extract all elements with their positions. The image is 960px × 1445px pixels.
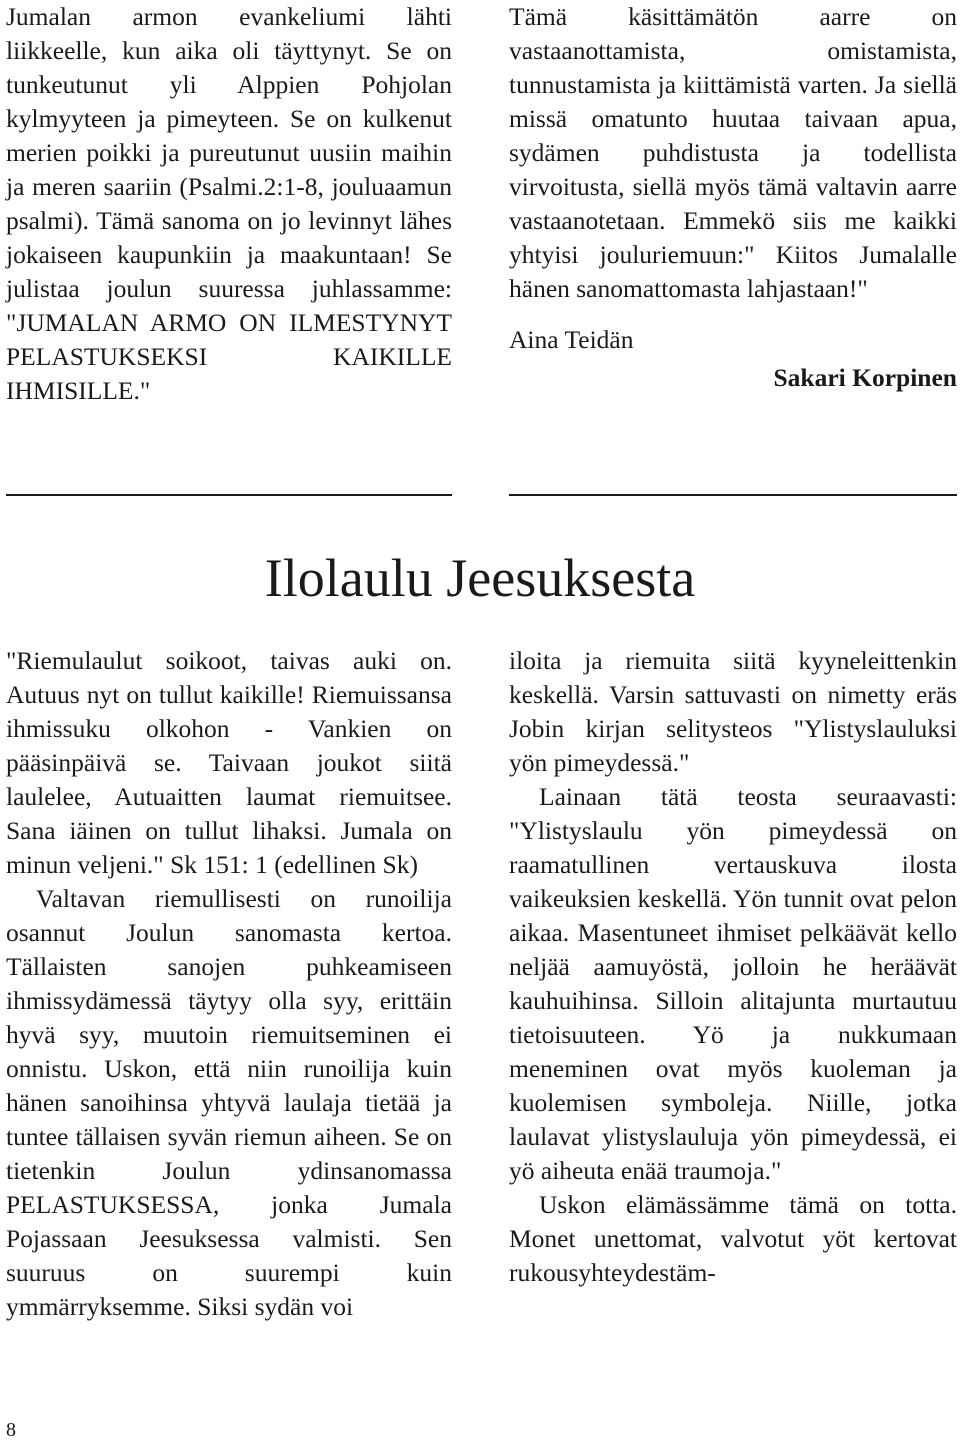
section-divider-right	[509, 494, 957, 496]
intro-left-paragraph: Jumalan armon evankeliumi lähti liikkeelle, kun aika oli täyttynyt. Se on tunkeutunut yli Alppien Pohjolan kylmyyteen ja pimeyteen. Se on kulkenut merien poikki ja pureutunut uusiin maihin ja meren saariin (Psalmi.2:1-8, jouluaamun psalmi). Tämä sanoma on jo levinnyt lähes jokaiseen kaupunkiin ja maakuntaan! Se julistaa joulun suuressa juhlassamme: "JUMALAN ARMO ON ILMESTYNYT PELASTUKSEKSI KAIKILLE IHMISILLE."	[6, 2, 452, 405]
intro-left-column	[6, 0, 452, 408]
closing-greeting: Aina Teidän	[509, 325, 634, 354]
page-number: 8	[6, 1419, 16, 1441]
intro-right-paragraph: Tämä käsittämätön aarre on vastaanottamista, omistamista, tunnustamista ja kiittämistä varten. Ja siellä missä omatunto huutaa taivaan apua, sydämen puhdistusta ja todellista virvoitusta, siellä myös tämä valtavin aarre vastaanotetaan. Emmekö siis me kaikki yhtyisi jouluriemuun:" Kiitos Jumalalle hänen sanomattomasta lahjastaan!"	[509, 2, 957, 303]
author-signature: Sakari Korpinen	[773, 363, 957, 392]
article-paragraph: Uskon elämässämme tämä on totta. Monet unettomat, valvotut yöt kertovat rukousyhteydestäm-	[509, 1190, 957, 1287]
intro-right-column	[509, 0, 957, 395]
article-paragraph: Lainaan tätä teosta seuraavasti: "Ylistyslaulu yön pimeydessä on raamatullinen vertauskuva ilosta vaikeuksien keskellä. Yön tunnit ovat pelon aikaa. Masentuneet ihmiset pelkäävät kello neljää aamuyöstä, jolloin he heräävät kauhuihinsa. Silloin alitajunta murtautuu tietoisuuteen. Yö ja nukkumaan meneminen ovat myös kuoleman ja kuolemisen symboleja. Niille, jotka laulavat ylistyslauluja yön pimeydessä, ei yö aiheuta enää traumoja."	[509, 782, 957, 1185]
article-paragraph: Valtavan riemullisesti on runoilija osannut Joulun sanomasta kertoa. Tällaisten sanojen puhkeamiseen ihmissydämessä täytyy olla syy, erittäin hyvä syy, muutoin riemuitseminen ei onnistu. Uskon, että niin runoilija kuin hänen sanoihinsa yhtyvä laulaja tietää ja tuntee tällaisen syvän riemun aiheen. Se on tietenkin Joulun ydinsanomassa PELASTUKSESSA, jonka Jumala Pojassaan Jeesuksessa valmisti. Sen suuruus on suurempi kuin ymmärryksemme. Siksi sydän voi	[6, 884, 452, 1321]
hymn-quote-paragraph: "Riemulaulut soikoot, taivas auki on. Autuus nyt on tullut kaikille! Riemuissansa ihmissuku olkohon - Vankien on pääsinpäivä se. Taivaan joukot siitä laulelee, Autuaitten laumat riemuitsee. Sana iäinen on tullut lihaksi. Jumala on minun veljeni." Sk 151: 1 (edellinen Sk)	[6, 646, 452, 879]
section-divider-left	[6, 494, 452, 496]
article-left-column	[6, 644, 452, 1324]
article-right-column	[509, 644, 957, 1290]
article-paragraph: iloita ja riemuita siitä kyyneleittenkin keskellä. Varsin sattuvasti on nimetty eräs Jobin kirjan selitysteos "Ylistyslauluksi yön pimeydessä."	[509, 646, 957, 777]
article-title: Ilolaulu Jeesuksesta	[264, 548, 696, 608]
